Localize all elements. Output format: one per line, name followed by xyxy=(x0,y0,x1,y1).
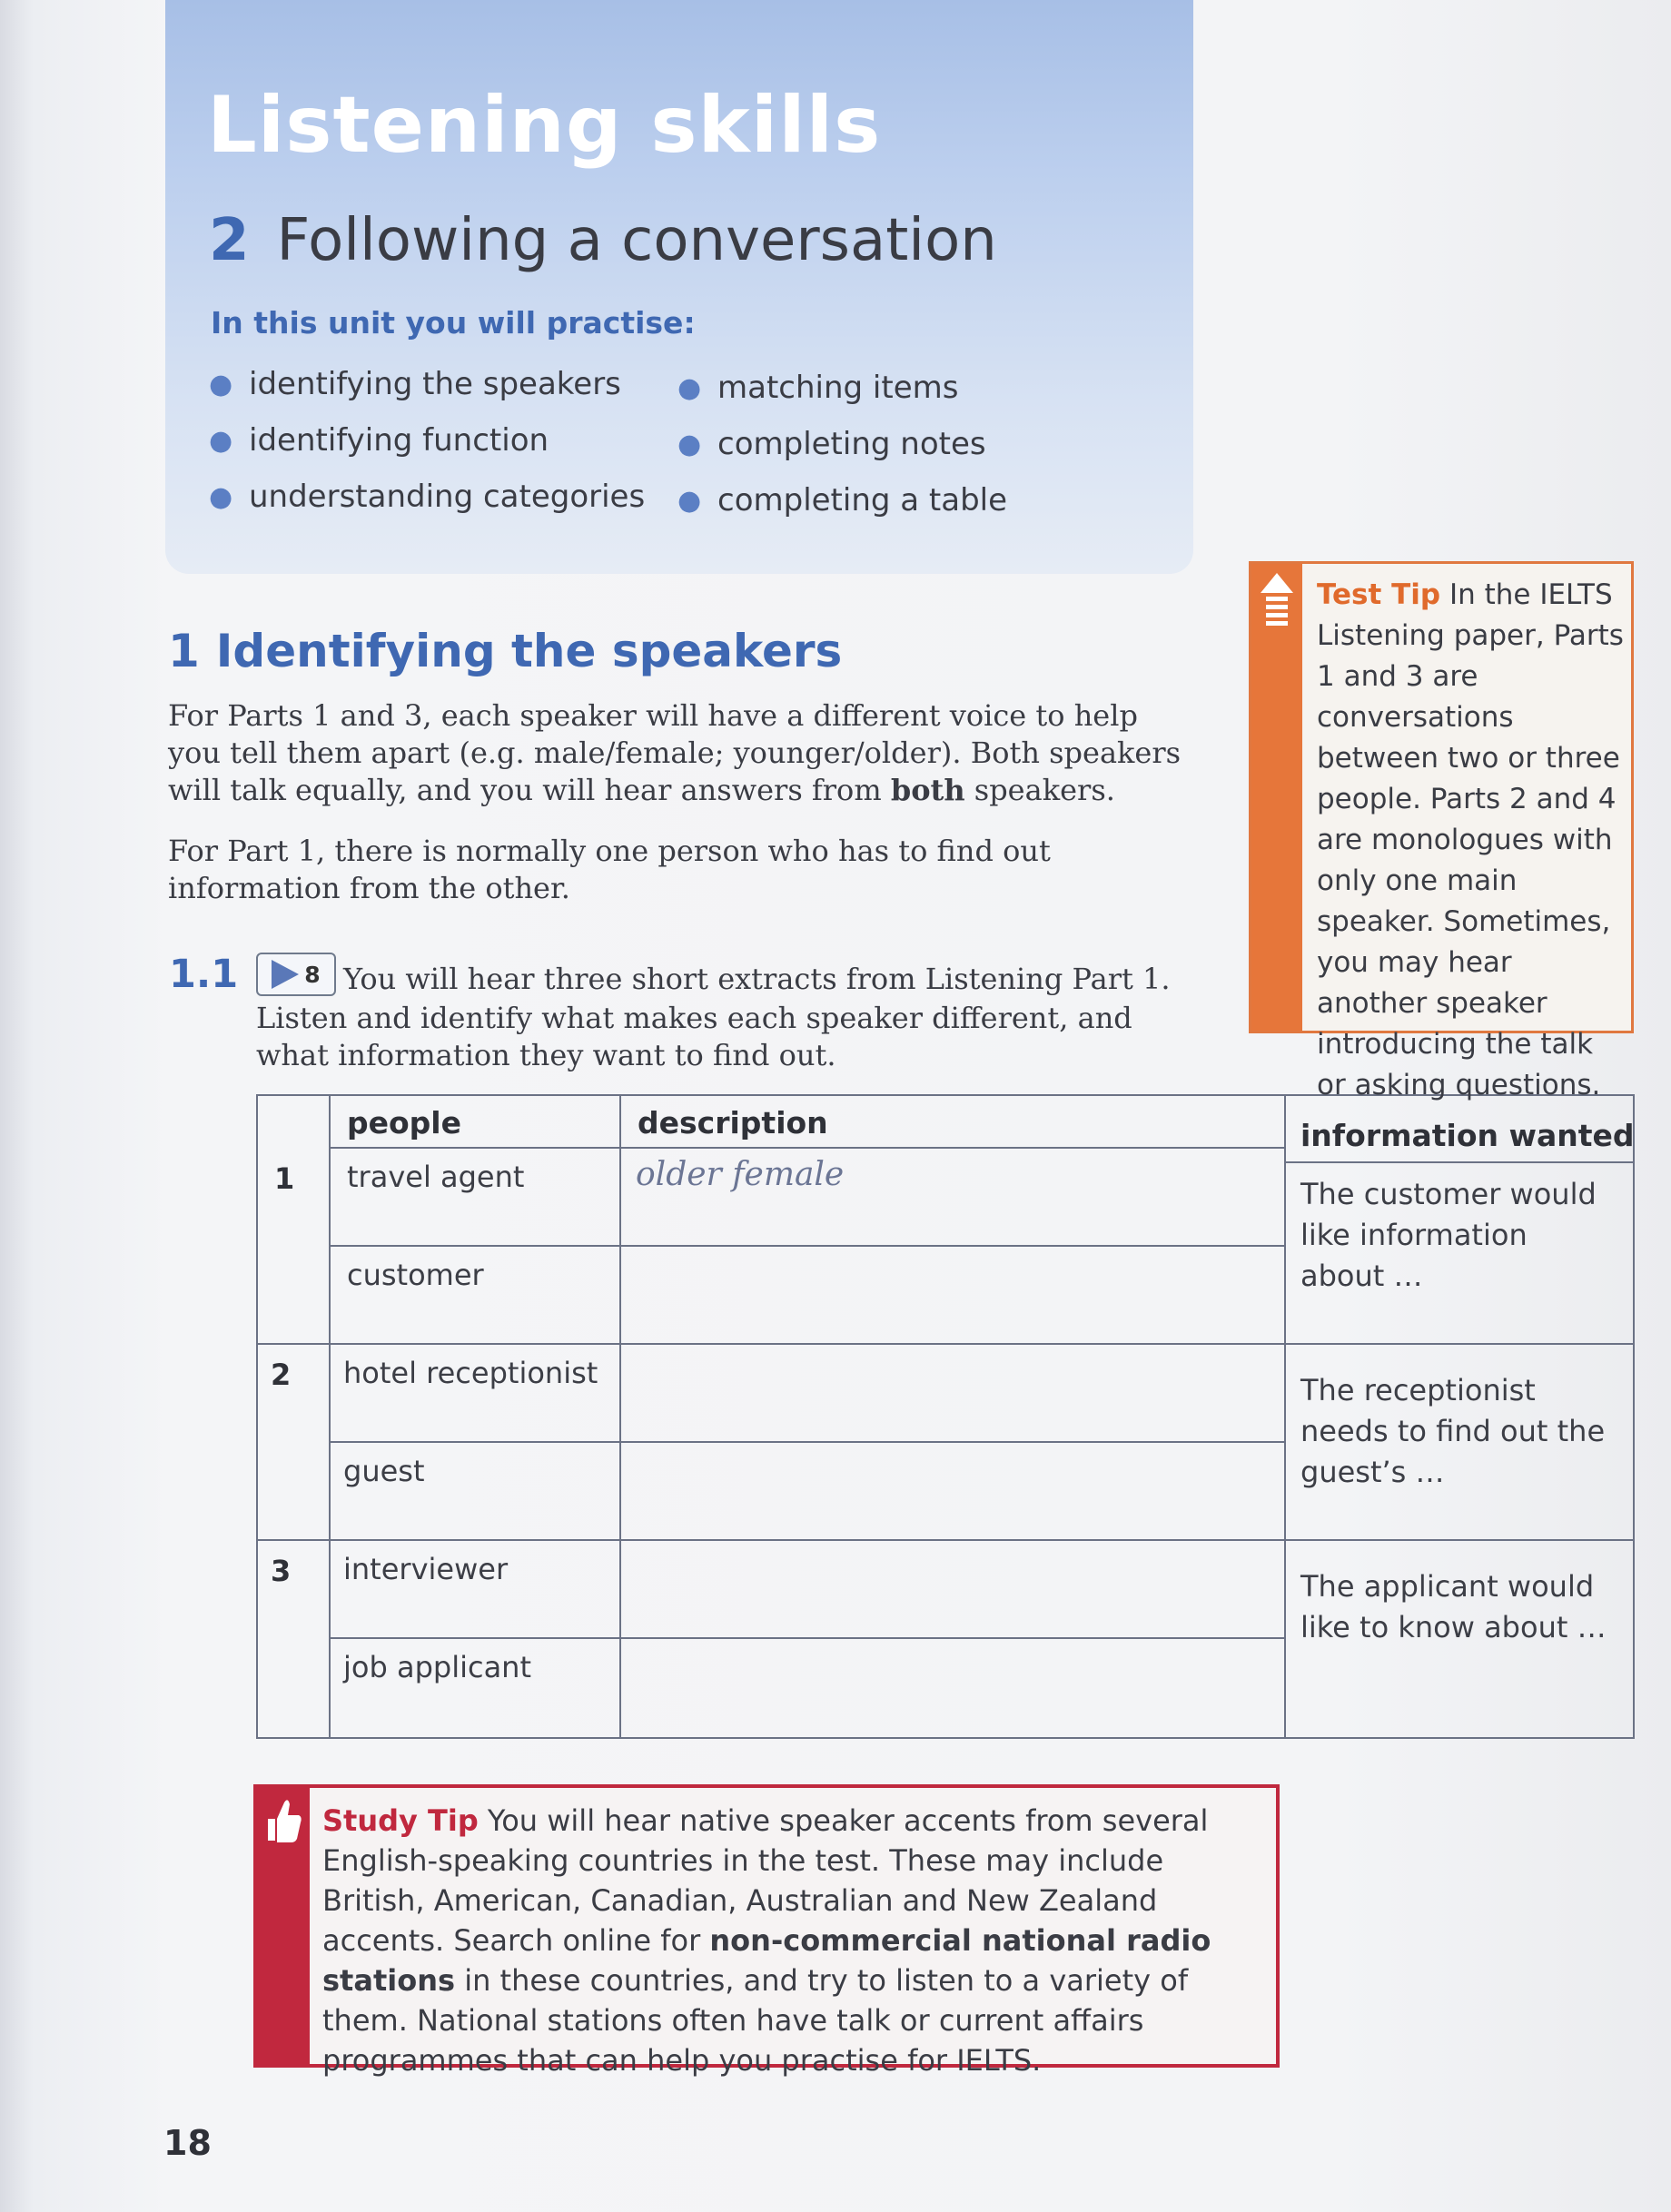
list-item: ● completing notes xyxy=(677,426,986,462)
table-cell-people: guest xyxy=(343,1454,425,1488)
table-cell-people: hotel receptionist xyxy=(343,1356,598,1390)
unit-title-text: Following a conversation xyxy=(276,207,997,274)
list-item: ● completing a table xyxy=(677,482,1008,518)
exercise-instruction: You will hear three short extracts from Listening Part 1. xyxy=(343,962,1171,996)
list-item: ● understanding categories xyxy=(209,479,646,515)
exercise-number: 1.1 xyxy=(169,952,239,997)
table-cell-people: interviewer xyxy=(343,1552,509,1586)
unit-number: 2 xyxy=(209,207,250,274)
section-heading: Listening skills xyxy=(207,80,882,171)
speakers-table xyxy=(256,1094,1635,1739)
bullet-icon: ● xyxy=(209,480,233,513)
table-cell-info: The customer would like information about … xyxy=(1300,1177,1597,1293)
paragraph-parts: For Parts 1 and 3, each speaker will have a different voice to help you tell them apart (e.g. male/female; younger/older). Both speakers will talk equally, and you will hear answers from both speakers. xyxy=(168,698,1182,807)
play-icon xyxy=(272,960,299,989)
practise-list-right xyxy=(677,360,1007,528)
table-cell-info: The receptionist needs to find out the guest’s … xyxy=(1300,1373,1606,1489)
table-cell-description[interactable]: older female xyxy=(636,1156,845,1193)
practise-list-left xyxy=(209,356,645,525)
row-number: 2 xyxy=(271,1358,292,1392)
col-header-people: people xyxy=(347,1105,461,1141)
study-tip-box xyxy=(253,1784,1280,2078)
table-cell-people: travel agent xyxy=(347,1160,525,1194)
practise-intro: In this unit you will practise: xyxy=(211,305,696,341)
bullet-icon: ● xyxy=(677,484,702,517)
study-tip-label: Study Tip xyxy=(322,1803,479,1838)
up-arrow-icon xyxy=(1259,571,1295,635)
bullet-icon: ● xyxy=(209,368,233,400)
unit-title xyxy=(209,207,997,274)
page-number: 18 xyxy=(163,2123,212,2163)
bullet-icon: ● xyxy=(677,371,702,404)
test-tip-box xyxy=(1249,561,1634,1101)
row-number: 3 xyxy=(271,1554,292,1588)
list-item: ● identifying the speakers xyxy=(209,366,621,402)
section-title: 1 Identifying the speakers xyxy=(168,625,843,677)
list-item: ● identifying function xyxy=(209,422,549,459)
test-tip-label: Test Tip xyxy=(1317,578,1441,611)
table-cell-people: customer xyxy=(347,1258,484,1292)
table-cell-info: The applicant would like to know about … xyxy=(1300,1569,1607,1644)
paragraph-part1: For Part 1, there is normally one person who has to find out information from the other. xyxy=(168,834,1051,905)
exercise-instruction-continued: Listen and identify what makes each speaker different, and what information they want to find out. xyxy=(256,1001,1132,1072)
col-header-information: information wanted xyxy=(1300,1118,1635,1153)
table-cell-people: job applicant xyxy=(343,1650,531,1684)
study-tip-text: Study Tip You will hear native speaker accents from several English-speaking countries in the test. These may include British, American, Canadian, Australian and New Zealand accents. Search online for non-commercial national radio stations in these countries, and try to listen to a variety of them. National stations often have talk or current affairs programmes that can help you practise for IELTS. xyxy=(322,1803,1211,2078)
col-header-description: description xyxy=(638,1105,828,1141)
audio-track-button[interactable] xyxy=(256,953,336,996)
audio-track-number: 8 xyxy=(304,961,321,988)
row-number: 1 xyxy=(274,1161,295,1196)
test-tip-text: Test Tip In the IELTS Listening paper, Parts 1 and 3 are conversations between two or three people. Parts 2 and 4 are monologues with only one main speaker. Sometimes, you may hear another speaker introducing the talk or asking questions. xyxy=(1317,578,1624,1101)
thumbs-up-icon xyxy=(262,1795,304,1846)
bullet-icon: ● xyxy=(209,424,233,457)
bullet-icon: ● xyxy=(677,428,702,460)
list-item: ● matching items xyxy=(677,370,959,406)
